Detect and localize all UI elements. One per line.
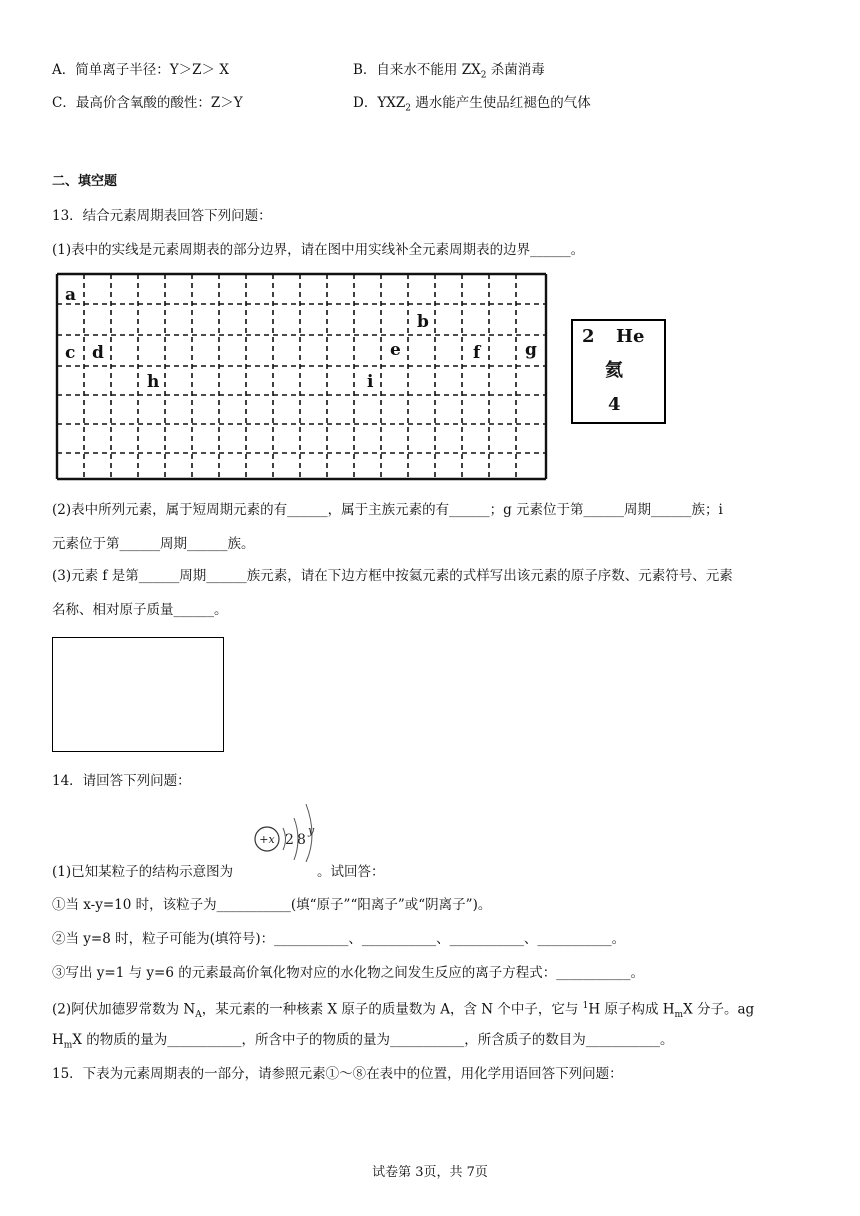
q13-stem: 13．结合元素周期表回答下列问题： [52,208,272,224]
q13-part3-line2: 名称、相对原子质量______。 [52,602,228,618]
atomic-structure-diagram [250,798,322,862]
element-f: f [473,343,481,363]
element-a: a [65,285,77,305]
option-a: A．简单离子半径：Y＞Z＞ X [52,62,229,78]
q14-sub2: ②当 y=8 时，粒子可能为(填符号)：___________、___________、___________、___________。 [52,931,626,947]
q14-stem: 14．请回答下列问题： [52,773,191,789]
q14-part2-line2: $H_mX$ 的物质的量为___________，所含中子的物质的量为___________，所含质子的数目为___________。 [52,1032,674,1051]
option-c: C．最高价含氧酸的酸性：Z＞Y [52,95,243,111]
element-g: g [525,340,537,360]
q13-part2-line2: 元素位于第______周期______族。 [52,536,255,552]
he-atomic-number: 2 [582,326,595,347]
he-name: 氦 [605,360,623,381]
answer-box[interactable] [52,637,224,752]
helium-card [571,319,666,424]
q13-part3-line1: (3)元素 f 是第______周期______族元素，请在下边方框中按氦元素的式样写出该元素的原子序数、元素符号、元素 [52,568,733,584]
q14-sub1: ①当 x-y=10 时，该粒子为___________(填“原子”“阳离子”或“阴离子”)。 [52,897,492,913]
he-symbol: He [616,326,645,347]
option-d: D．$YXZ_2$ 遇水能产生使品红褪色的气体 [353,95,591,114]
section-title: 二、填空题 [52,174,118,189]
element-e: e [390,340,401,360]
q14-part2-line1: (2)阿伏加德罗常数为 $N_A$，某元素的一种核素 X 原子的质量数为 A，含 N 个中子，它与 $^1$H 原子构成 $H_mX$ 分子。ag [52,1001,755,1021]
element-d: d [92,343,104,363]
q14-part1-prefix: (1)已知某粒子的结构示意图为 [52,864,234,880]
shell-1-count: 2 [285,832,294,848]
shell-2-count: 8 [297,832,306,848]
nucleus-label: +x [259,833,275,846]
shell-3-count: y [308,824,315,837]
page-footer: 试卷第 3页，共 7页 [372,1165,488,1180]
q14-sub3: ③写出 y=1 与 y=6 的元素最高价氧化物对应的水化物之间发生反应的离子方程式：___________。 [52,965,644,981]
q13-part2-line1: (2)表中所列元素，属于短周期元素的有______，属于主族元素的有______；g 元素位于第______周期______族；i [52,502,723,518]
he-mass: 4 [608,394,621,415]
q14-part1-suffix: 。试回答： [317,864,385,880]
q13-part1: (1)表中的实线是元素周期表的部分边界，请在图中用实线补全元素周期表的边界______。 [52,242,585,258]
element-h: h [147,372,160,392]
periodic-table-grid [55,272,555,484]
element-c: c [65,343,76,363]
q15-stem: 15．下表为元素周期表的一部分，请参照元素①～⑧在表中的位置，用化学用语回答下列问题： [52,1066,623,1082]
element-i: i [367,372,374,392]
option-b: B．自来水不能用 $ZX_2$ 杀菌消毒 [353,62,545,81]
element-b: b [417,312,429,332]
